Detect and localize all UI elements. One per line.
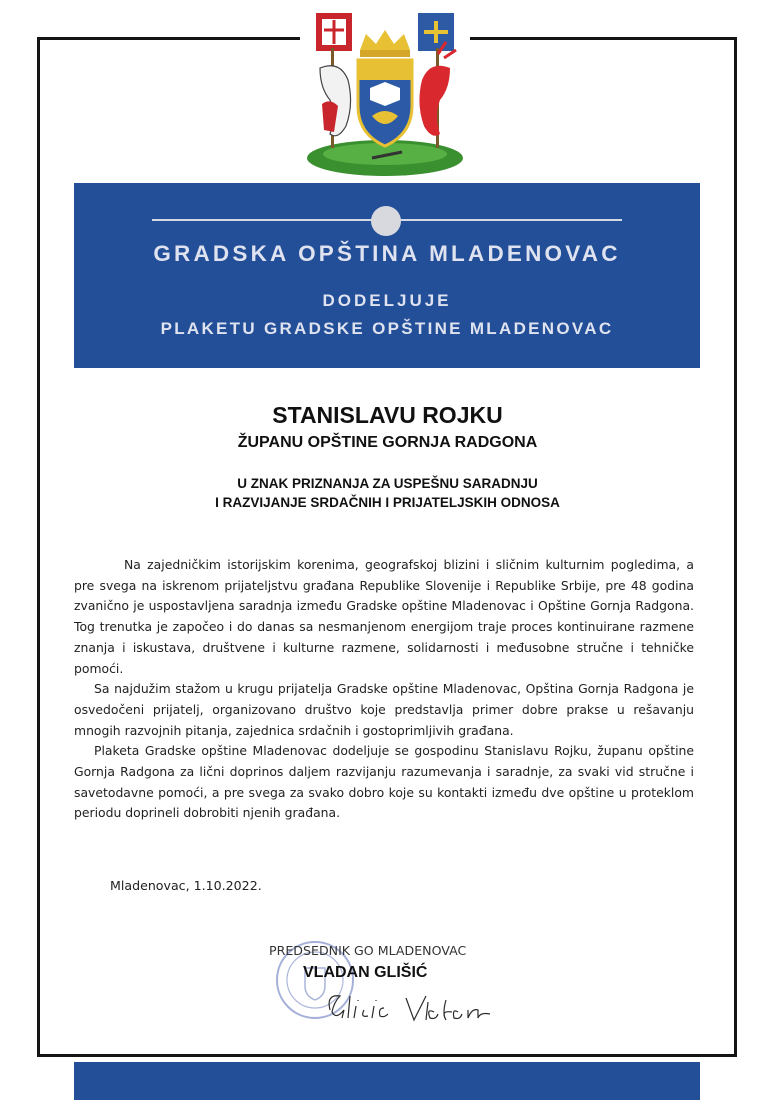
plaque-label: PLAKETU GRADSKE OPŠTINE MLADENOVAC — [160, 319, 614, 338]
body-paragraph-3: Plaketa Gradske opštine Mladenovac dodeljuje se gospodinu Stanislavu Rojku, županu opštine Gornja Radgona za lični doprinos daljem razvijanju razumevanja i saradnje, za svaki vid stručne i savetodavne pomoći, a pre svega za svako dobro koje su kontakti između dve opštine u proteklom periodu doprineli dobrobiti njenih građana. — [74, 743, 694, 821]
footer-banner — [74, 1062, 700, 1100]
reason-line-1: U ZNAK PRIZNANJA ZA USPEŠNU SARADNJU — [237, 476, 538, 491]
body-paragraph-2: Sa najdužim stažom u krugu prijatelja Gradske opštine Mladenovac, Opština Gornja Radgona je osvedočeni prijatelj, organizovano društvo koje predstavlja primer dobre prakse u rešavanju mnogih razvojnih pitanja, zajednica srdačnih i gostoprimljivih građana. — [74, 681, 694, 738]
body-paragraph-1: Na zajedničkim istorijskim korenima, geografskoj blizini i sličnim kulturnim pogledima, a pre svega na iskrenom prijateljstvu građana Republike Slovenije i Republike Srbije, pre 48 godina zvanično je uspostavljena saradnja između Gradske opštine Mladenovac i Opštine Gornja Radgona. Tog trenutka je započeo i do danas sa nesmanjenom energijom traje proces kontinuirane razmene znanja i iskustava, društvene i kulturne razmene, solidarnosti i međusobne stručne i tehničke pomoći. — [74, 557, 694, 676]
coat-of-arms-emblem — [300, 8, 470, 180]
signatory-role: PREDSEDNIK GO MLADENOVAC — [269, 943, 467, 958]
recipient-block — [0, 402, 775, 452]
recipient-name: STANISLAVU ROJKU — [272, 402, 503, 428]
recipient-title: ŽUPANU OPŠTINE GORNJA RADGONA — [237, 434, 538, 451]
awards-label: DODELJUJE — [322, 291, 452, 310]
body-text — [74, 555, 694, 824]
handwritten-signature — [322, 988, 497, 1028]
signatory-name: VLADAN GLIŠIĆ — [303, 964, 428, 981]
header-banner — [74, 183, 700, 368]
reason-line-2: I RAZVIJANJE SRDAČNIH I PRIJATELJSKIH ODNOSA — [215, 495, 560, 510]
banner-dot-ornament — [371, 206, 401, 236]
municipality-title: GRADSKA OPŠTINA MLADENOVAC — [153, 241, 621, 266]
place-date: Mladenovac, 1.10.2022. — [110, 878, 262, 893]
award-reason — [0, 474, 775, 512]
